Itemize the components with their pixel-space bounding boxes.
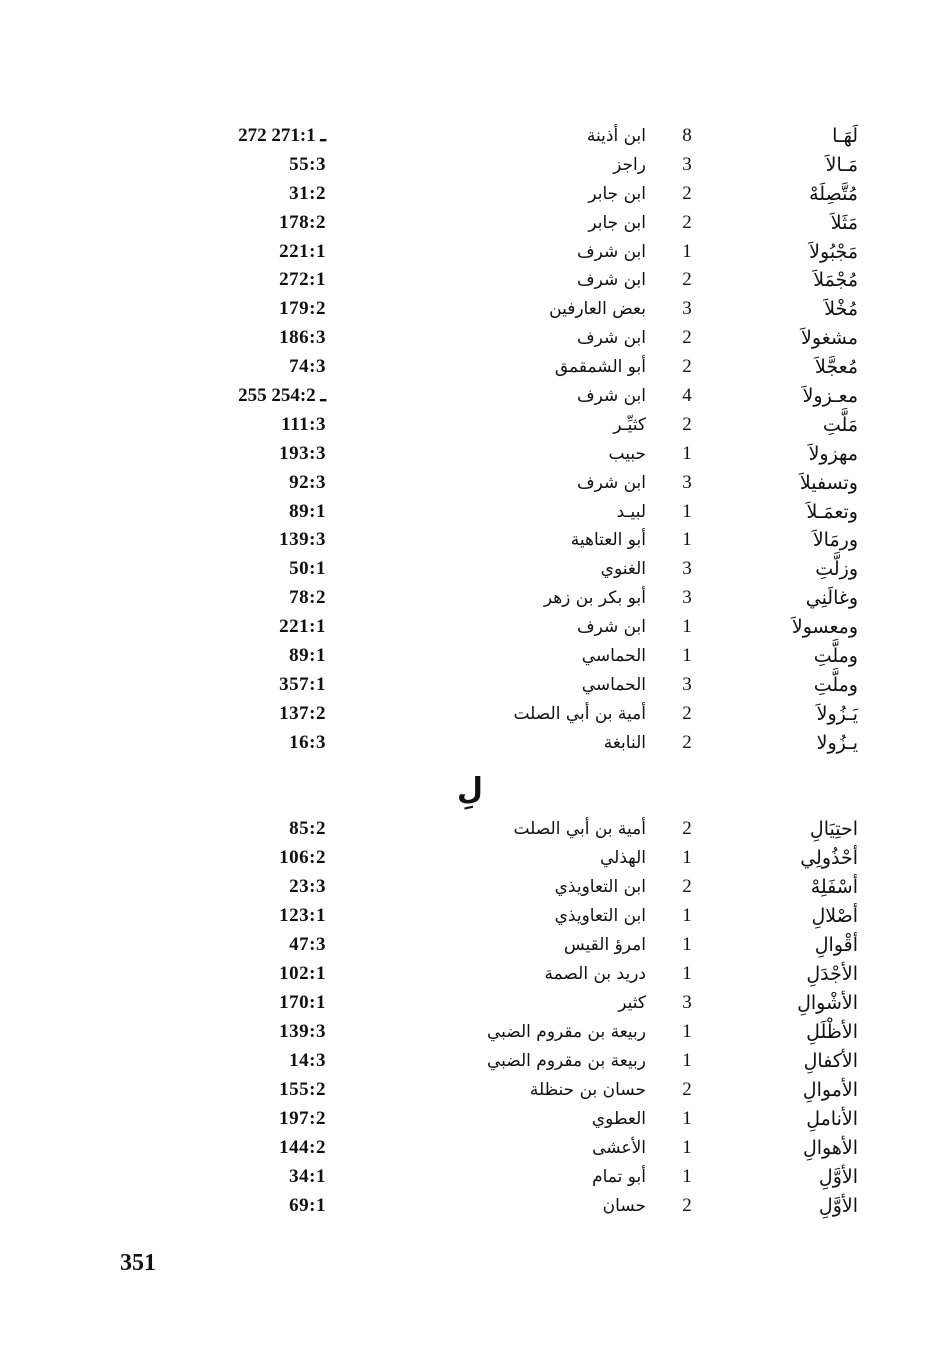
volume-page-reference: 92:3 bbox=[289, 471, 326, 493]
poet-name: راجز bbox=[613, 154, 646, 175]
index-row bbox=[0, 411, 944, 440]
index-row bbox=[0, 844, 944, 873]
rhyme-word: وغالَنِي bbox=[805, 587, 858, 610]
rhyme-word: مُتَّصِلَهْ bbox=[809, 182, 858, 205]
rhyme-word: الأوَّلِ bbox=[818, 1195, 858, 1217]
verse-count: 1 bbox=[682, 1108, 692, 1129]
rhyme-word: الأكفالِ bbox=[803, 1050, 858, 1072]
volume-page-reference: 102:1 bbox=[279, 963, 326, 984]
index-row bbox=[0, 1047, 944, 1076]
index-row bbox=[0, 324, 944, 353]
index-row bbox=[0, 1105, 944, 1134]
volume-page-reference: 179:2 bbox=[279, 298, 326, 320]
rhyme-word: مُجْمَلاَ bbox=[813, 269, 858, 292]
verse-count: 1 bbox=[682, 645, 692, 667]
poet-name: ابن جابر bbox=[588, 212, 646, 233]
index-row bbox=[0, 671, 944, 700]
poet-name: كثير bbox=[618, 993, 646, 1013]
verse-count: 2 bbox=[682, 269, 692, 291]
poet-name: امرؤ القيس bbox=[563, 935, 646, 955]
index-row bbox=[0, 1134, 944, 1163]
poet-name: ابن شرف bbox=[576, 270, 646, 291]
poet-name: ابن شرف bbox=[576, 241, 646, 262]
volume-page-reference: 357:1 bbox=[279, 673, 326, 695]
rhyme-word: ومعسولاَ bbox=[791, 616, 858, 639]
index-row bbox=[0, 960, 944, 989]
poet-name: بعض العارفين bbox=[549, 299, 646, 320]
verse-count: 3 bbox=[682, 558, 692, 580]
index-row bbox=[0, 902, 944, 931]
volume-page-reference: 47:3 bbox=[289, 934, 326, 955]
rhyme-word: مهزولاَ bbox=[808, 442, 858, 465]
volume-page-reference: 221:1 bbox=[279, 240, 326, 262]
rhyme-word: لَهَـا bbox=[832, 125, 858, 147]
volume-page-reference: 89:1 bbox=[289, 645, 326, 667]
index-row bbox=[0, 815, 944, 844]
index-row bbox=[0, 266, 944, 295]
index-row bbox=[0, 1018, 944, 1047]
index-row bbox=[0, 151, 944, 180]
poet-name: ابن شرف bbox=[576, 472, 646, 493]
poet-name: ابن شرف bbox=[576, 328, 646, 349]
index-row bbox=[0, 180, 944, 209]
volume-page-reference: 170:1 bbox=[279, 992, 326, 1013]
verse-count: 3 bbox=[682, 471, 692, 493]
rhyme-word: مشغولاَ bbox=[801, 327, 858, 350]
rhyme-word: الأموالِ bbox=[802, 1079, 858, 1101]
poet-name: حسان bbox=[602, 1196, 646, 1216]
poet-name: حبيب bbox=[608, 443, 646, 464]
volume-page-reference: 89:1 bbox=[289, 500, 326, 522]
poet-name: أبو العتاهية bbox=[570, 530, 646, 551]
volume-page-reference: 193:3 bbox=[279, 442, 326, 464]
volume-page-reference: 34:1 bbox=[289, 1166, 326, 1187]
poet-name: أبو تمام bbox=[592, 1167, 646, 1187]
poet-name: أبو الشمقمق bbox=[554, 357, 646, 378]
letter-heading: لِ bbox=[456, 772, 484, 807]
poet-name: ابن التعاويذي bbox=[554, 906, 646, 926]
rhyme-word: يَـزُولاَ bbox=[816, 702, 858, 725]
index-row bbox=[0, 584, 944, 613]
volume-page-reference: 14:3 bbox=[289, 1050, 326, 1071]
verse-count: 1 bbox=[682, 847, 692, 868]
rhyme-word: وملَّتِ bbox=[813, 645, 858, 668]
index-section-a bbox=[0, 122, 944, 758]
rhyme-word: الأهوالِ bbox=[802, 1137, 858, 1159]
rhyme-word: أحْذُولِي bbox=[800, 847, 858, 869]
volume-page-reference: 186:3 bbox=[279, 327, 326, 349]
poet-name: أمية بن أبي الصلت bbox=[513, 819, 646, 839]
poet-name: ربيعة بن مقروم الضبي bbox=[486, 1051, 646, 1071]
rhyme-word: مَجْبُولاَ bbox=[809, 240, 858, 263]
rhyme-word: أصْلالِ bbox=[811, 905, 858, 927]
verse-count: 1 bbox=[682, 529, 692, 551]
index-row bbox=[0, 613, 944, 642]
verse-count: 4 bbox=[682, 385, 692, 407]
verse-count: 1 bbox=[682, 442, 692, 464]
index-row bbox=[0, 700, 944, 729]
verse-count: 2 bbox=[682, 876, 692, 897]
index-row bbox=[0, 295, 944, 324]
verse-count: 2 bbox=[682, 731, 692, 753]
volume-page-reference: 69:1 bbox=[289, 1195, 326, 1216]
volume-page-reference: 221:1 bbox=[279, 616, 326, 638]
index-section-b bbox=[0, 815, 944, 1221]
poet-name: ابن جابر bbox=[588, 183, 646, 204]
index-row bbox=[0, 440, 944, 469]
volume-page-reference: 16:3 bbox=[289, 731, 326, 753]
verse-count: 3 bbox=[682, 673, 692, 695]
rhyme-word: ورمَالاَ bbox=[812, 529, 858, 552]
verse-count: 1 bbox=[682, 963, 692, 984]
volume-page-reference: 144:2 bbox=[279, 1137, 326, 1158]
verse-count: 1 bbox=[682, 1050, 692, 1071]
index-row bbox=[0, 498, 944, 527]
volume-page-reference: 155:2 bbox=[279, 1079, 326, 1100]
verse-count: 1 bbox=[682, 240, 692, 262]
volume-page-reference: 272:1 bbox=[279, 269, 326, 291]
index-row bbox=[0, 469, 944, 498]
page-number: 351 bbox=[120, 1250, 156, 1276]
volume-page-reference: 85:2 bbox=[289, 818, 326, 839]
verse-count: 3 bbox=[682, 587, 692, 609]
verse-count: 2 bbox=[682, 356, 692, 378]
rhyme-word: الأوَّلِ bbox=[818, 1166, 858, 1188]
verse-count: 2 bbox=[682, 818, 692, 839]
volume-page-reference: 78:2 bbox=[289, 587, 326, 609]
poet-name: لبيـد bbox=[616, 501, 646, 522]
volume-page-reference: 139:3 bbox=[279, 529, 326, 551]
verse-count: 1 bbox=[682, 500, 692, 522]
index-row bbox=[0, 382, 944, 411]
poet-name: دريد بن الصمة bbox=[544, 964, 646, 984]
verse-count: 3 bbox=[682, 153, 692, 175]
index-row bbox=[0, 526, 944, 555]
volume-page-reference: 137:2 bbox=[279, 702, 326, 724]
verse-count: 2 bbox=[682, 1195, 692, 1216]
index-row bbox=[0, 989, 944, 1018]
poet-name: النابغة bbox=[603, 732, 646, 753]
index-row bbox=[0, 353, 944, 382]
volume-page-reference: 74:3 bbox=[289, 356, 326, 378]
index-row bbox=[0, 729, 944, 758]
poet-name: ابن أذينة bbox=[586, 126, 646, 146]
volume-page-reference: 55:3 bbox=[289, 153, 326, 175]
rhyme-word: الأشْوالِ bbox=[797, 992, 858, 1014]
index-row bbox=[0, 1163, 944, 1192]
index-row bbox=[0, 1192, 944, 1221]
verse-count: 3 bbox=[682, 992, 692, 1013]
rhyme-word: مُعجَّلاَ bbox=[815, 356, 858, 379]
index-row bbox=[0, 873, 944, 902]
poet-name: الهذلي bbox=[599, 848, 646, 868]
rhyme-word: الأظْلَلِ bbox=[806, 1021, 858, 1043]
rhyme-word: احتِيَالِ bbox=[809, 818, 858, 840]
volume-page-reference: 139:3 bbox=[279, 1021, 326, 1042]
poet-name: الحماسي bbox=[581, 646, 646, 667]
verse-count: 1 bbox=[682, 1137, 692, 1158]
poet-name: أبو بكر بن زهر bbox=[543, 588, 646, 609]
rhyme-word: مُخْلاَ bbox=[824, 298, 858, 321]
rhyme-word: وتسفيلاَ bbox=[799, 471, 858, 494]
verse-count: 8 bbox=[682, 125, 692, 146]
volume-page-reference: 178:2 bbox=[279, 211, 326, 233]
rhyme-word: مَـالاَ bbox=[825, 153, 858, 176]
index-row bbox=[0, 1076, 944, 1105]
rhyme-word: وزلَّتِ bbox=[815, 558, 858, 581]
rhyme-word: وملَّتِ bbox=[813, 673, 858, 696]
verse-count: 2 bbox=[682, 702, 692, 724]
index-row bbox=[0, 642, 944, 671]
rhyme-word: الأجْدَلِ bbox=[806, 963, 858, 985]
verse-count: 2 bbox=[682, 1079, 692, 1100]
verse-count: 1 bbox=[682, 1021, 692, 1042]
rhyme-word: مَلَّتِ bbox=[822, 413, 858, 436]
poet-name: حسان بن حنظلة bbox=[529, 1080, 646, 1100]
poet-name: ربيعة بن مقروم الضبي bbox=[486, 1022, 646, 1042]
rhyme-word: معـزولاَ bbox=[802, 385, 858, 408]
index-row bbox=[0, 209, 944, 238]
volume-page-reference: 106:2 bbox=[279, 847, 326, 868]
poet-name: الأعشى bbox=[592, 1138, 646, 1158]
volume-page-reference: 197:2 bbox=[279, 1108, 326, 1129]
verse-count: 3 bbox=[682, 298, 692, 320]
index-row bbox=[0, 931, 944, 960]
rhyme-word: أقْوالِ bbox=[814, 934, 858, 956]
poet-name: كثيِّـر bbox=[613, 414, 646, 435]
verse-count: 1 bbox=[682, 905, 692, 926]
verse-count: 2 bbox=[682, 327, 692, 349]
volume-page-reference: 111:3 bbox=[281, 413, 326, 435]
rhyme-word: يـزُولا bbox=[816, 731, 858, 754]
poet-name: الحماسي bbox=[581, 674, 646, 695]
poet-name: ابن شرف bbox=[576, 386, 646, 407]
index-row bbox=[0, 122, 944, 151]
rhyme-word: مَثَلاَ bbox=[830, 211, 858, 234]
verse-count: 1 bbox=[682, 934, 692, 955]
index-row bbox=[0, 238, 944, 267]
rhyme-word: الأناملِ bbox=[806, 1108, 858, 1130]
volume-page-reference: 23:3 bbox=[289, 876, 326, 897]
verse-count: 2 bbox=[682, 211, 692, 233]
volume-page-reference: 272 ـ 271:1 bbox=[238, 125, 326, 146]
volume-page-reference: 255 ـ 254:2 bbox=[238, 385, 326, 407]
poet-name: أمية بن أبي الصلت bbox=[513, 703, 646, 724]
rhyme-word: وتعمَـلاَ bbox=[806, 500, 858, 523]
poet-name: الغنوي bbox=[600, 559, 646, 580]
volume-page-reference: 123:1 bbox=[279, 905, 326, 926]
poet-name: ابن شرف bbox=[576, 617, 646, 638]
rhyme-word: أسْفَلِهْ bbox=[810, 876, 858, 898]
verse-count: 2 bbox=[682, 182, 692, 204]
index-row bbox=[0, 555, 944, 584]
volume-page-reference: 31:2 bbox=[289, 182, 326, 204]
verse-count: 1 bbox=[682, 616, 692, 638]
verse-count: 1 bbox=[682, 1166, 692, 1187]
verse-count: 2 bbox=[682, 413, 692, 435]
volume-page-reference: 50:1 bbox=[289, 558, 326, 580]
poet-name: العطوي bbox=[591, 1109, 646, 1129]
poet-name: ابن التعاويذي bbox=[554, 877, 646, 897]
